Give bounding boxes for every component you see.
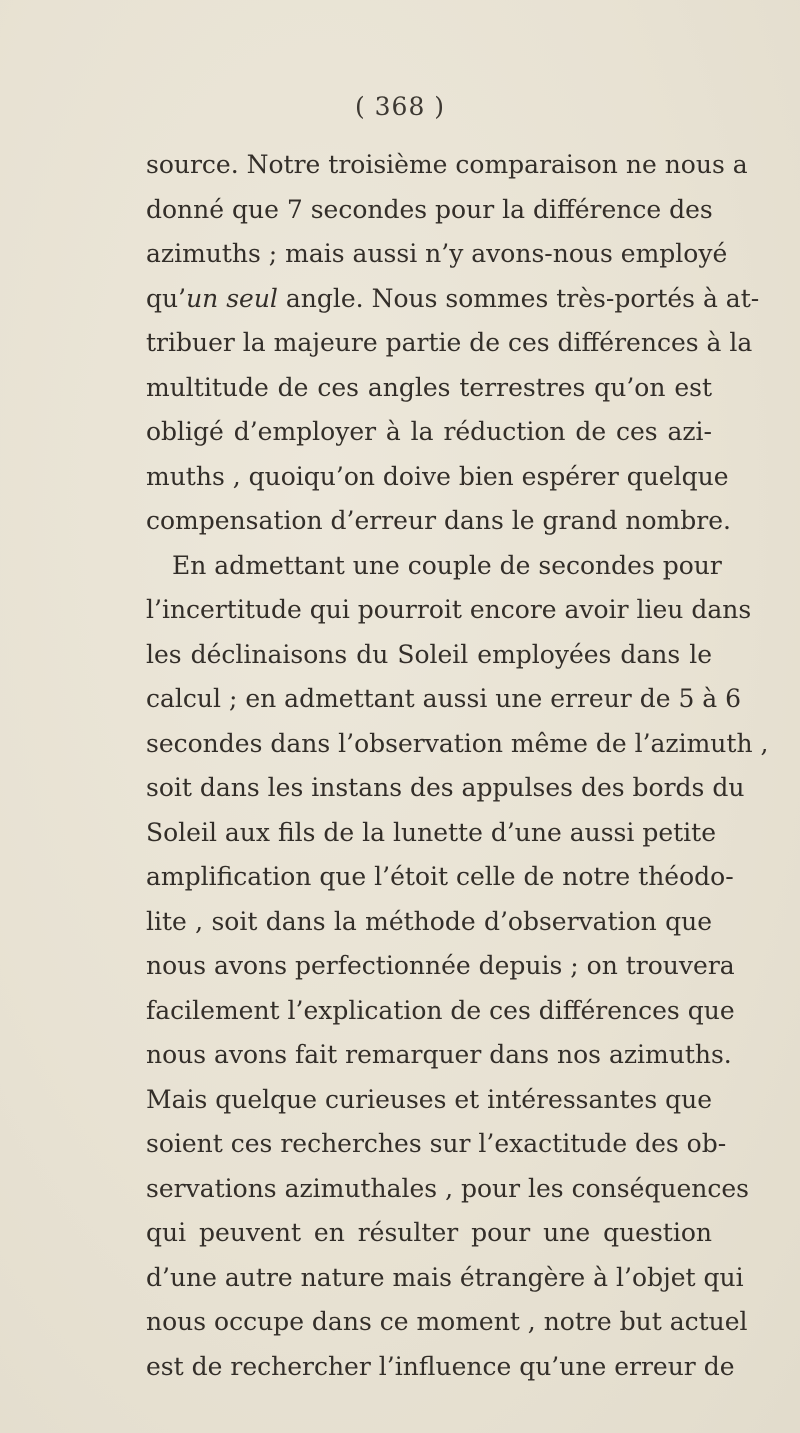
text-line: compensation d’erreur dans le grand nombre.: [146, 506, 731, 535]
text-line: nous avons fait remarquer dans nos azimuths.: [146, 1040, 732, 1069]
text-line: facilement l’explication de ces différences que: [146, 995, 735, 1025]
text-line: Soleil aux fils de la lunette d’une aussi petite: [146, 817, 717, 847]
text-line: soient ces recherches sur l’exactitude des ob-: [146, 1129, 727, 1158]
text-line: secondes dans l’observation même de l’azimuth ,: [146, 728, 769, 758]
text-line: obligé d’employer à la réduction de ces azi-: [146, 417, 712, 446]
text-line: lite , soit dans la méthode d’observation que: [146, 906, 712, 936]
text-line: servations azimuthales , pour les conséquences: [146, 1173, 749, 1203]
text-line: qui peuvent en résulter pour une question: [146, 1218, 712, 1247]
text-line: multitude de ces angles terrestres qu’on est: [146, 372, 712, 402]
body-text: [146, 143, 769, 1389]
text-line: les déclinaisons du Soleil employées dans le: [146, 639, 712, 669]
text-line: tribuer la majeure partie de ces différences à la: [146, 328, 753, 357]
text-line: est de rechercher l’influence qu’une erreur de: [146, 1351, 735, 1381]
text-line: Mais quelque curieuses et intéressantes que: [146, 1084, 713, 1114]
text-line: source. Notre troisième comparaison ne nous a: [146, 150, 748, 179]
text-line: nous occupe dans ce moment , notre but actuel: [146, 1307, 748, 1336]
text-line: soit dans les instans des appulses des bords du: [146, 773, 745, 802]
text-line: donné que 7 secondes pour la différence des: [146, 194, 713, 224]
text-line: qu’un seul angle. Nous sommes très-portés à at-: [146, 283, 760, 313]
text-line: amplification que l’étoit celle de notre théodo-: [146, 862, 734, 891]
text-line: nous avons perfectionnée depuis ; on trouvera: [146, 951, 735, 980]
text-line: azimuths ; mais aussi n’y avons-nous employé: [146, 239, 728, 268]
text-line: d’une autre nature mais étrangère à l’objet qui: [146, 1262, 744, 1292]
text-line: calcul ; en admettant aussi une erreur de 5 à 6: [146, 684, 742, 713]
text-line: l’incertitude qui pourroit encore avoir lieu dans: [146, 595, 752, 624]
emphasis-text: un seul: [186, 283, 278, 313]
text-line: muths , quoiqu’on doive bien espérer quelque: [146, 461, 729, 491]
page-number: ( 368 ): [354, 92, 446, 121]
text-line: En admettant une couple de secondes pour: [172, 550, 722, 580]
